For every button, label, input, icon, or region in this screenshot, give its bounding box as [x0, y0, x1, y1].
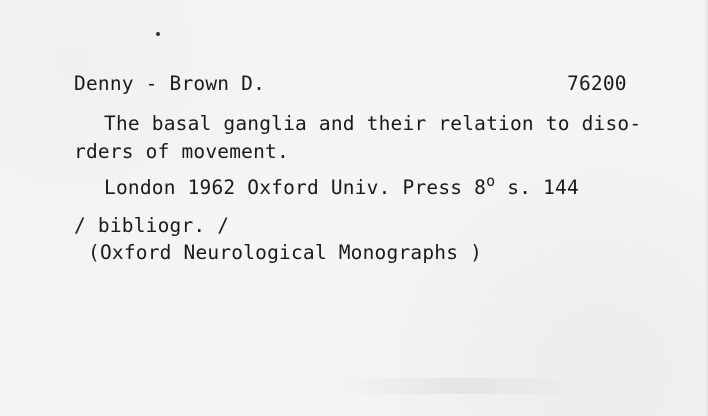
title-line-1: The basal ganglia and their relation to diso-: [104, 112, 642, 135]
bibliography-note: / bibliogr. /: [74, 214, 230, 237]
title-line-2: rders of movement.: [74, 140, 289, 163]
imprint: [104, 172, 579, 199]
format-degree: o: [486, 172, 496, 190]
card-edge: [704, 0, 708, 416]
faint-smudge: [330, 378, 590, 394]
catalog-number: 76200: [567, 72, 627, 95]
series-note: (Oxford Neurological Monographs ): [88, 241, 483, 264]
ink-dot: [156, 32, 160, 36]
author-name: Denny - Brown D.: [74, 72, 266, 95]
imprint-pages: s. 144: [495, 176, 579, 199]
imprint-main: London 1962 Oxford Univ. Press 8: [104, 176, 487, 199]
